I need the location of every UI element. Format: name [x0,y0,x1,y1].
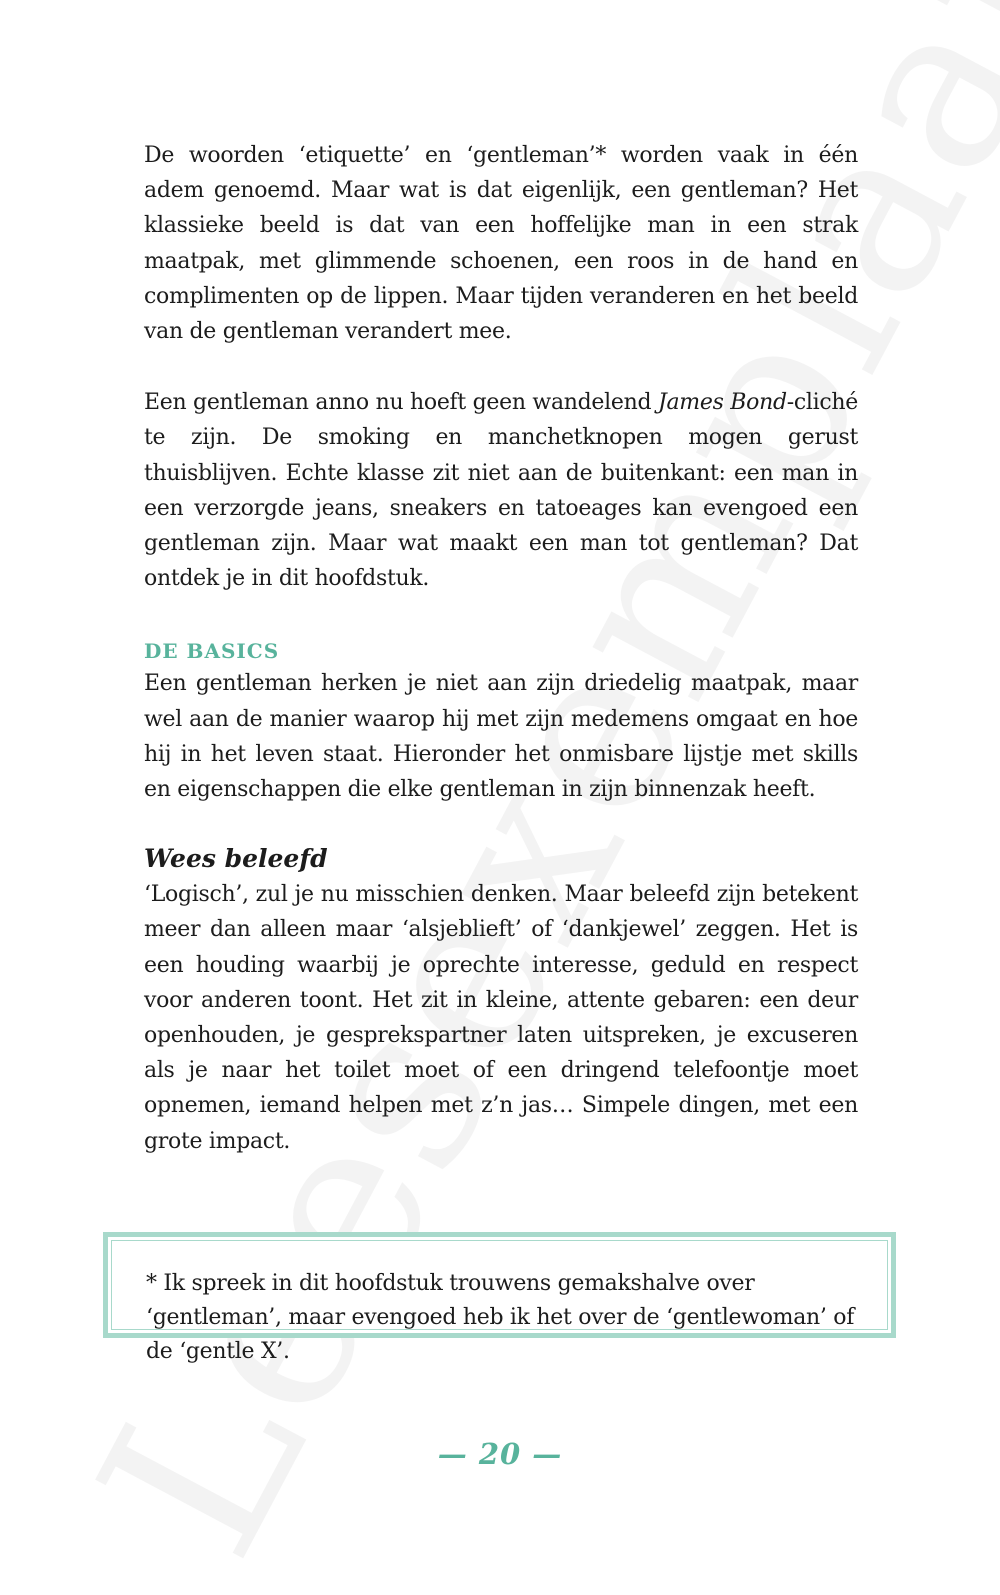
paragraph-politeness: ‘Logisch’, zul je nu misschien denken. Maar beleefd zijn betekent meer dan alleen maar ‘alsjeblieft’ of ‘dankjewel’ zeggen. Het is een houding waarbij je oprechte interesse, geduld en respect voor anderen toont. Het zit in kleine, attente gebaren: een deur openhouden, je gesprekspartner laten uitspreken, je excuseren als je naar het toilet moet of een dringend telefoontje moet opnemen, iemand helpen met z’n jas… Simpele dingen, met een grote impact. [144,882,858,1154]
page-body [144,138,858,1159]
footnote-box [103,1232,896,1364]
section-heading: DE BASICS [144,639,280,664]
paragraph-intro: De woorden ‘etiquette’ en ‘gentleman’* worden vaak in één adem genoemd. Maar wat is dat eigenlijk, een gentleman? Het klassieke beeld is dat van een hoffelijke man in een strak maatpak, met glimmende schoenen, een roos in de hand en complimenten op de lippen. Maar tijden veranderen en het beeld van de gentleman verandert mee. [144,143,858,345]
paragraph-gentleman-now [144,385,858,596]
paragraph-text: -cliché te zijn. De smoking en manchetknopen mogen gerust thuisblijven. Echte klasse zit niet aan de buitenkant: een man in een verzorgde jeans, sneakers en tatoeages kan evengoed een gentleman zijn. Maar wat maakt een man tot gentleman? Dat ontdek je in dit hoofdstuk. [144,390,858,592]
paragraph-basics: Een gentleman herken je niet aan zijn driedelig maatpak, maar wel aan de manier waarop hij met zijn medemens omgaat en hoe hij in het leven staat. Hieronder het onmisbare lijstje met skills en eigenschappen die elke gentleman in zijn binnenzak heeft. [144,671,858,803]
james-bond-title: James Bond [657,390,787,416]
subheading-wees-beleefd: Wees beleefd [144,844,328,874]
page-number: — 20 — [437,1437,563,1471]
paragraph-text: Een gentleman anno nu hoeft geen wandelend [144,390,658,416]
footnote-text: * Ik spreek in dit hoofdstuk trouwens gemakshalve over ‘gentleman’, maar evengoed heb ik het over de ‘gentlewoman’ of de ‘gentle X’. [146,1271,855,1364]
